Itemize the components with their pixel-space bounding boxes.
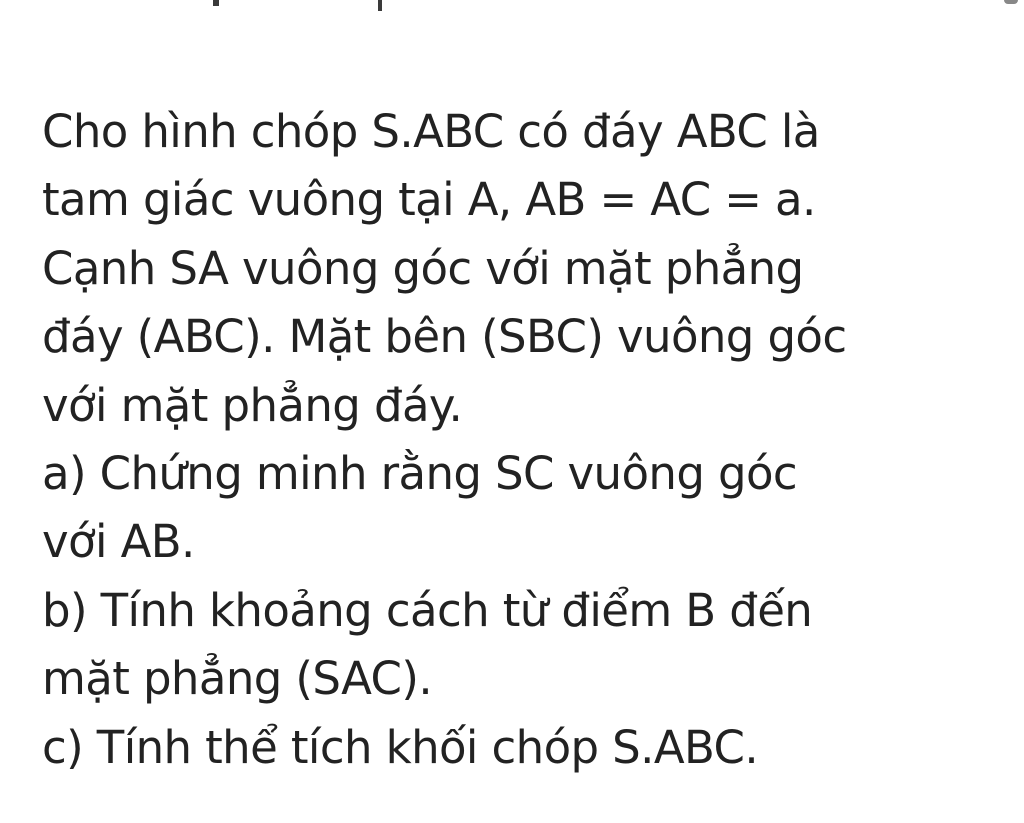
cropped-top-edge — [0, 0, 1024, 12]
question-c: c) Tính thể tích khối chóp S.ABC. — [42, 720, 759, 774]
cropped-glyph-mark — [378, 0, 382, 11]
problem-line: đáy (ABC). Mặt bên (SBC) vuông góc — [42, 310, 847, 364]
problem-line: Cho hình chóp S.ABC có đáy ABC là — [42, 105, 820, 158]
problem-statement — [42, 98, 1017, 782]
question-a-continuation: với AB. — [42, 515, 195, 569]
question-a: a) Chứng minh rằng SC vuông góc — [42, 446, 798, 500]
problem-line: với mặt phẳng đáy. — [42, 378, 463, 432]
cropped-glyph-mark — [1004, 0, 1018, 4]
problem-line: tam giác vuông tại A, AB = AC = a. — [42, 173, 816, 227]
question-b-continuation: mặt phẳng (SAC). — [42, 652, 433, 706]
question-b: b) Tính khoảng cách từ điểm B đến — [42, 583, 813, 637]
cropped-glyph-mark — [213, 0, 219, 6]
problem-line: Cạnh SA vuông góc với mặt phẳng — [42, 241, 804, 295]
